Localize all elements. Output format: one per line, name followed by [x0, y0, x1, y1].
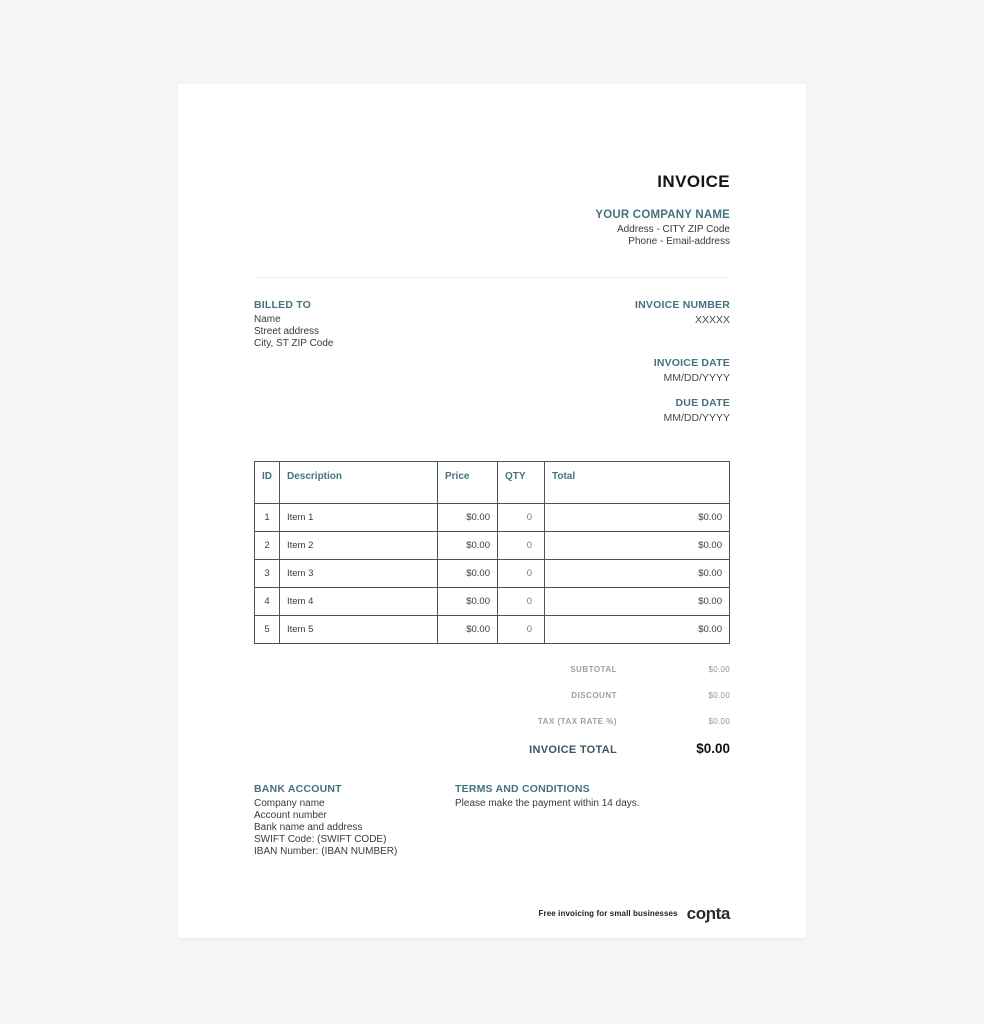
item-total: $0.00	[545, 616, 730, 644]
bank-name-address: Bank name and address	[254, 822, 363, 833]
subtotal-label: SUBTOTAL	[570, 665, 617, 674]
table-row	[255, 588, 730, 616]
line-items-table	[254, 461, 730, 644]
item-id: 3	[255, 560, 280, 588]
company-name: YOUR COMPANY NAME	[595, 209, 730, 221]
item-total: $0.00	[545, 532, 730, 560]
item-description: Item 1	[280, 504, 438, 532]
subtotal-row	[254, 665, 730, 674]
item-total: $0.00	[545, 588, 730, 616]
bank-account-number: Account number	[254, 810, 327, 821]
column-header-description: Description	[280, 462, 438, 504]
item-description: Item 5	[280, 616, 438, 644]
bank-iban-number: IBAN Number: (IBAN NUMBER)	[254, 846, 398, 857]
invoice-total-row	[254, 741, 730, 756]
subtotal-value: $0.00	[708, 665, 730, 674]
item-price: $0.00	[438, 588, 498, 616]
bank-swift-code: SWIFT Code: (SWIFT CODE)	[254, 834, 387, 845]
company-address: Address - CITY ZIP Code	[616, 224, 730, 235]
item-total: $0.00	[545, 504, 730, 532]
invoice-total-label: INVOICE TOTAL	[529, 744, 617, 756]
due-date-group	[635, 397, 730, 424]
due-date-value: MM/DD/YYYY	[663, 412, 730, 424]
page-footer	[539, 905, 730, 922]
item-description: Item 4	[280, 588, 438, 616]
footer-tagline: Free invoicing for small businesses	[538, 909, 678, 918]
table-header-row	[255, 462, 730, 504]
company-contact: Phone - Email-address	[628, 236, 730, 247]
table-row	[255, 504, 730, 532]
item-qty: 0	[498, 504, 545, 532]
item-description: Item 2	[280, 532, 438, 560]
table-row	[255, 560, 730, 588]
table-row	[255, 532, 730, 560]
invoice-date-label: INVOICE DATE	[653, 357, 730, 369]
item-price: $0.00	[438, 532, 498, 560]
invoice-number-value: XXXXX	[694, 314, 730, 326]
table-row	[255, 616, 730, 644]
item-price: $0.00	[438, 504, 498, 532]
terms-block	[455, 783, 640, 858]
item-price: $0.00	[438, 616, 498, 644]
company-block	[254, 209, 730, 248]
tax-value: $0.00	[708, 717, 730, 726]
item-id: 1	[255, 504, 280, 532]
terms-heading: TERMS AND CONDITIONS	[455, 783, 590, 795]
item-id: 2	[255, 532, 280, 560]
item-total: $0.00	[545, 560, 730, 588]
billed-to-name: Name	[254, 314, 281, 325]
column-header-price: Price	[438, 462, 498, 504]
conta-logo	[687, 905, 730, 922]
item-id: 4	[255, 588, 280, 616]
invoice-meta-block	[635, 299, 730, 424]
tax-label: TAX (TAX RATE %)	[537, 717, 617, 726]
item-price: $0.00	[438, 560, 498, 588]
item-qty: 0	[498, 560, 545, 588]
billed-to-heading: BILLED TO	[254, 299, 312, 311]
item-qty: 0	[498, 588, 545, 616]
item-id: 5	[255, 616, 280, 644]
header-divider	[254, 277, 730, 278]
billed-to-city: City, ST ZIP Code	[254, 338, 334, 349]
logo-text-pre: co	[686, 904, 706, 923]
parties-row	[254, 299, 730, 424]
bank-account-heading: BANK ACCOUNT	[254, 783, 342, 795]
column-header-id: ID	[255, 462, 280, 504]
billed-to-block	[254, 299, 333, 424]
invoice-total-value: $0.00	[696, 741, 730, 756]
item-qty: 0	[498, 616, 545, 644]
bank-account-block	[254, 783, 455, 858]
billed-to-street: Street address	[254, 326, 320, 337]
terms-text: Please make the payment within 14 days.	[455, 798, 640, 809]
invoice-number-group	[635, 299, 730, 326]
totals-block	[254, 665, 730, 756]
due-date-label: DUE DATE	[675, 397, 730, 409]
tax-row	[254, 717, 730, 726]
column-header-total: Total	[545, 462, 730, 504]
bottom-row	[254, 783, 730, 858]
discount-value: $0.00	[708, 691, 730, 700]
bank-company-name: Company name	[254, 798, 325, 809]
invoice-date-group	[635, 357, 730, 384]
invoice-number-label: INVOICE NUMBER	[635, 299, 730, 311]
item-description: Item 3	[280, 560, 438, 588]
discount-label: DISCOUNT	[571, 691, 617, 700]
discount-row	[254, 691, 730, 700]
logo-text-post: ta	[715, 904, 730, 923]
invoice-page	[178, 84, 806, 938]
item-qty: 0	[498, 532, 545, 560]
logo-spiral-n-glyph: ɲ	[705, 904, 716, 923]
document-title: INVOICE	[657, 172, 730, 191]
invoice-date-value: MM/DD/YYYY	[663, 372, 730, 384]
column-header-qty: QTY	[498, 462, 545, 504]
